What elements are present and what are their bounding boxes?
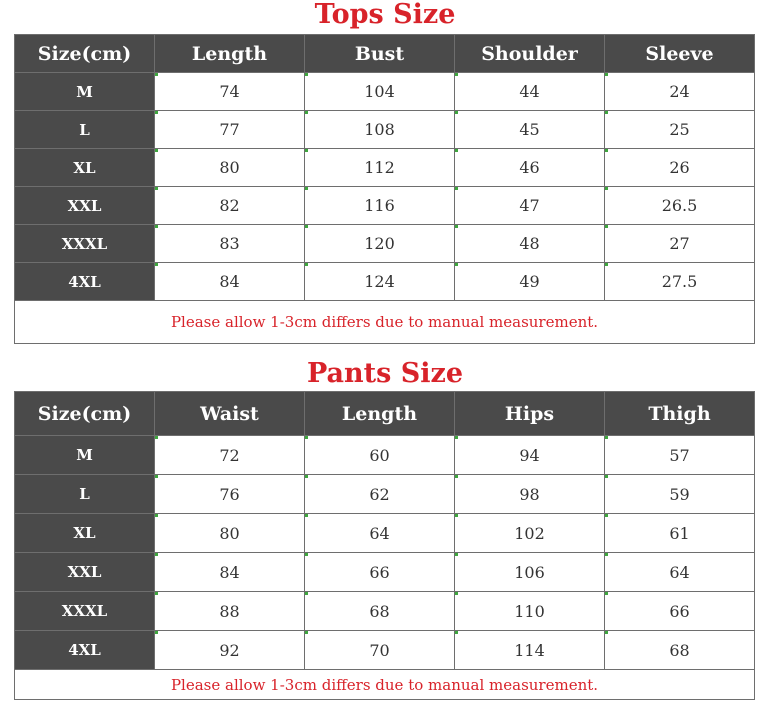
- table-row: [15, 263, 755, 301]
- measurement-note: Please allow 1-3cm differs due to manual measurement.: [15, 301, 755, 344]
- table-cell: 80: [155, 514, 305, 553]
- column-header: Bust: [305, 35, 455, 73]
- table-cell: 66: [305, 553, 455, 592]
- table-cell: 47: [455, 187, 605, 225]
- table-cell: 25: [605, 111, 755, 149]
- size-label: XXXL: [15, 592, 155, 631]
- size-label: XL: [15, 149, 155, 187]
- table-cell: 110: [455, 592, 605, 631]
- table-cell: 116: [305, 187, 455, 225]
- table-cell: 72: [155, 436, 305, 475]
- size-label: L: [15, 475, 155, 514]
- table-row: [15, 514, 755, 553]
- table-cell: 59: [605, 475, 755, 514]
- table-row: [15, 73, 755, 111]
- table-cell: 76: [155, 475, 305, 514]
- table-cell: 64: [605, 553, 755, 592]
- column-header: Size(cm): [15, 392, 155, 436]
- table-cell: 26: [605, 149, 755, 187]
- table-row: [15, 553, 755, 592]
- table-cell: 106: [455, 553, 605, 592]
- tops-size-title: Tops Size: [314, 0, 456, 30]
- table-cell: 112: [305, 149, 455, 187]
- table-cell: 27.5: [605, 263, 755, 301]
- table-row: [15, 436, 755, 475]
- table-row: [15, 631, 755, 670]
- size-label: L: [15, 111, 155, 149]
- pants-size-table: [14, 391, 755, 700]
- table-row: [15, 187, 755, 225]
- size-label: XL: [15, 514, 155, 553]
- table-cell: 66: [605, 592, 755, 631]
- table-cell: 80: [155, 149, 305, 187]
- table-cell: 120: [305, 225, 455, 263]
- table-cell: 46: [455, 149, 605, 187]
- table-cell: 84: [155, 263, 305, 301]
- table-cell: 88: [155, 592, 305, 631]
- tops-size-table: [14, 34, 755, 344]
- table-cell: 82: [155, 187, 305, 225]
- table-row: [15, 111, 755, 149]
- table-cell: 94: [455, 436, 605, 475]
- table-cell: 27: [605, 225, 755, 263]
- table-cell: 64: [305, 514, 455, 553]
- table-cell: 74: [155, 73, 305, 111]
- column-header: Hips: [455, 392, 605, 436]
- table-cell: 124: [305, 263, 455, 301]
- pants-size-title: Pants Size: [306, 358, 464, 389]
- table-cell: 57: [605, 436, 755, 475]
- table-header-row: [15, 35, 755, 73]
- size-label: 4XL: [15, 631, 155, 670]
- column-header: Shoulder: [455, 35, 605, 73]
- column-header: Waist: [155, 392, 305, 436]
- size-label: XXXL: [15, 225, 155, 263]
- table-cell: 60: [305, 436, 455, 475]
- table-cell: 26.5: [605, 187, 755, 225]
- table-row: [15, 225, 755, 263]
- measurement-note-row: [15, 301, 755, 344]
- table-cell: 68: [305, 592, 455, 631]
- table-row: [15, 149, 755, 187]
- table-cell: 102: [455, 514, 605, 553]
- size-label: 4XL: [15, 263, 155, 301]
- size-label: M: [15, 436, 155, 475]
- table-cell: 45: [455, 111, 605, 149]
- column-header: Sleeve: [605, 35, 755, 73]
- table-cell: 48: [455, 225, 605, 263]
- table-cell: 92: [155, 631, 305, 670]
- table-cell: 61: [605, 514, 755, 553]
- column-header: Thigh: [605, 392, 755, 436]
- table-cell: 98: [455, 475, 605, 514]
- table-cell: 77: [155, 111, 305, 149]
- table-row: [15, 475, 755, 514]
- measurement-note-row: [15, 670, 755, 700]
- size-label: M: [15, 73, 155, 111]
- column-header: Length: [155, 35, 305, 73]
- table-cell: 62: [305, 475, 455, 514]
- table-row: [15, 592, 755, 631]
- size-label: XXL: [15, 187, 155, 225]
- table-cell: 44: [455, 73, 605, 111]
- table-cell: 24: [605, 73, 755, 111]
- table-cell: 83: [155, 225, 305, 263]
- table-cell: 70: [305, 631, 455, 670]
- table-cell: 108: [305, 111, 455, 149]
- column-header: Size(cm): [15, 35, 155, 73]
- table-cell: 49: [455, 263, 605, 301]
- table-cell: 84: [155, 553, 305, 592]
- column-header: Length: [305, 392, 455, 436]
- table-cell: 114: [455, 631, 605, 670]
- size-label: XXL: [15, 553, 155, 592]
- measurement-note: Please allow 1-3cm differs due to manual measurement.: [15, 670, 755, 700]
- table-cell: 104: [305, 73, 455, 111]
- table-cell: 68: [605, 631, 755, 670]
- table-header-row: [15, 392, 755, 436]
